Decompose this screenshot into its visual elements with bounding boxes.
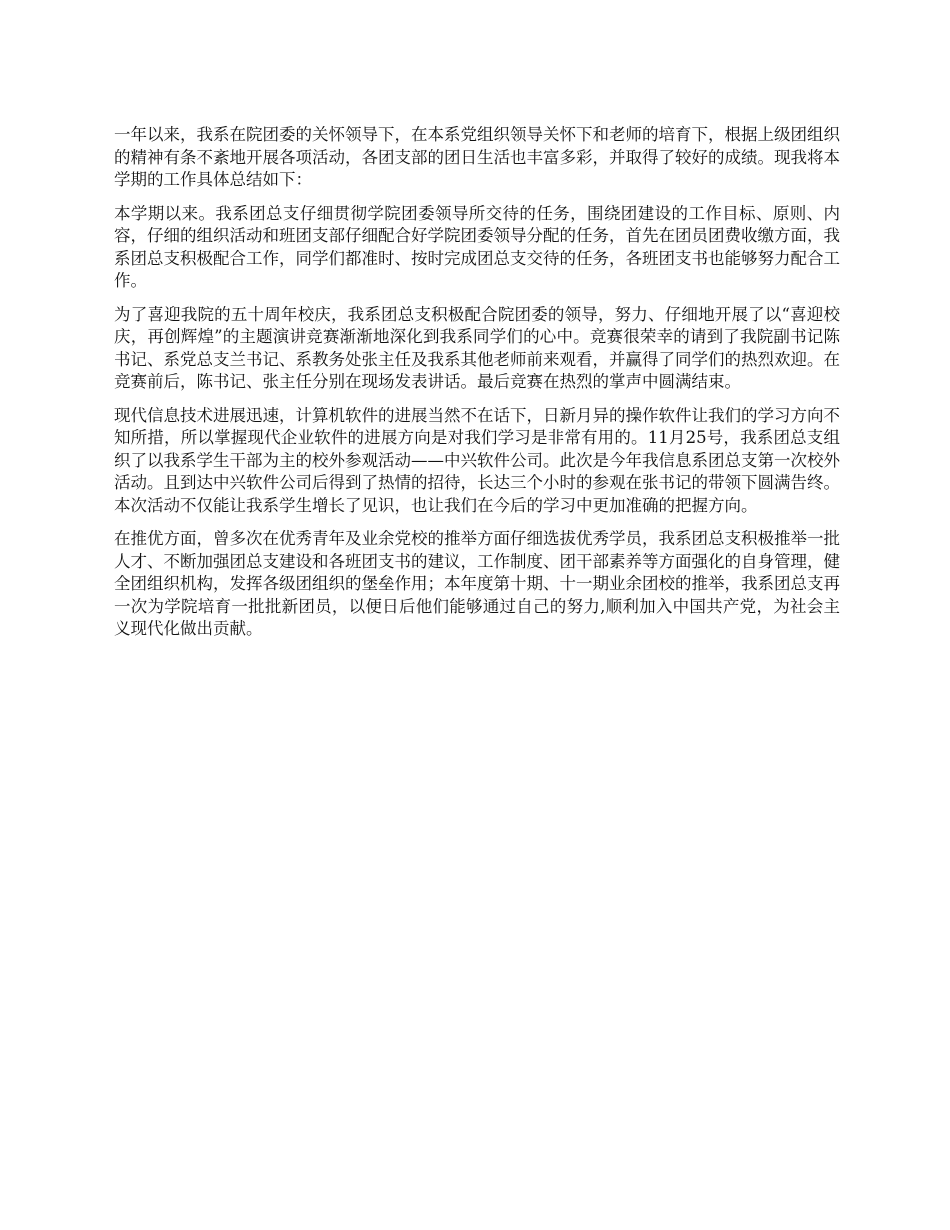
paragraph-semester-work: 本学期以来。我系团总支仔细贯彻学院团委领导所交待的任务，围绕团建设的工作目标、原则、内容，仔细的组织活动和班团支部仔细配合好学院团委领导分配的任务，首先在团员团费收缴方面，我系团总支积极配合工作，同学们都准时、按时完成团总支交待的任务，各班团支书也能够努力配合工作。 <box>114 203 840 290</box>
paragraph-recommendation: 在推优方面，曾多次在优秀青年及业余党校的推举方面仔细选拔优秀学员，我系团总支积极推举一批人才、不断加强团总支建设和各班团支书的建议，工作制度、团干部素养等方面强化的自身管理，健全团组织机构，发挥各级团组织的堡垒作用；本年度第十期、十一期业余团校的推举，我系团总支再一次为学院培育一批批新团员，以便日后他们能够通过自己的努力,顺利加入中国共产党，为社会主义现代化做出贡献。 <box>114 529 840 638</box>
paragraph-anniversary-contest: 为了喜迎我院的五十周年校庆，我系团总支积极配合院团委的领导，努力、仔细地开展了以“喜迎校庆，再创辉煌”的主题演讲竞赛渐渐地深化到我系同学们的心中。竞赛很荣幸的请到了我院副书记陈书记、系党总支兰书记、系教务处张主任及我系其他老师前来观看，并赢得了同学们的热烈欢迎。在竞赛前后，陈书记、张主任分别在现场发表讲话。最后竞赛在热烈的掌声中圆满结束。 <box>114 304 840 391</box>
paragraph-intro: 一年以来，我系在院团委的关怀领导下，在本系党组织领导关怀下和老师的培育下，根据上级团组织的精神有条不紊地开展各项活动，各团支部的团日生活也丰富多彩，并取得了较好的成绩。现我将本学期的工作具体总结如下： <box>114 125 840 189</box>
document-body <box>114 124 840 652</box>
paragraph-company-visit: 现代信息技术进展迅速，计算机软件的进展当然不在话下，日新月异的操作软件让我们的学习方向不知所措，所以掌握现代企业软件的进展方向是对我们学习是非常有用的。11月25号，我系团总支组织了以我系学生干部为主的校外参观活动——中兴软件公司。此次是今年我信息系团总支第一次校外活动。且到达中兴软件公司后得到了热情的招待，长达三个小时的参观在张书记的带领下圆满告终。本次活动不仅能让我系学生增长了见识，也让我们在今后的学习中更加准确的把握方向。 <box>114 405 840 515</box>
